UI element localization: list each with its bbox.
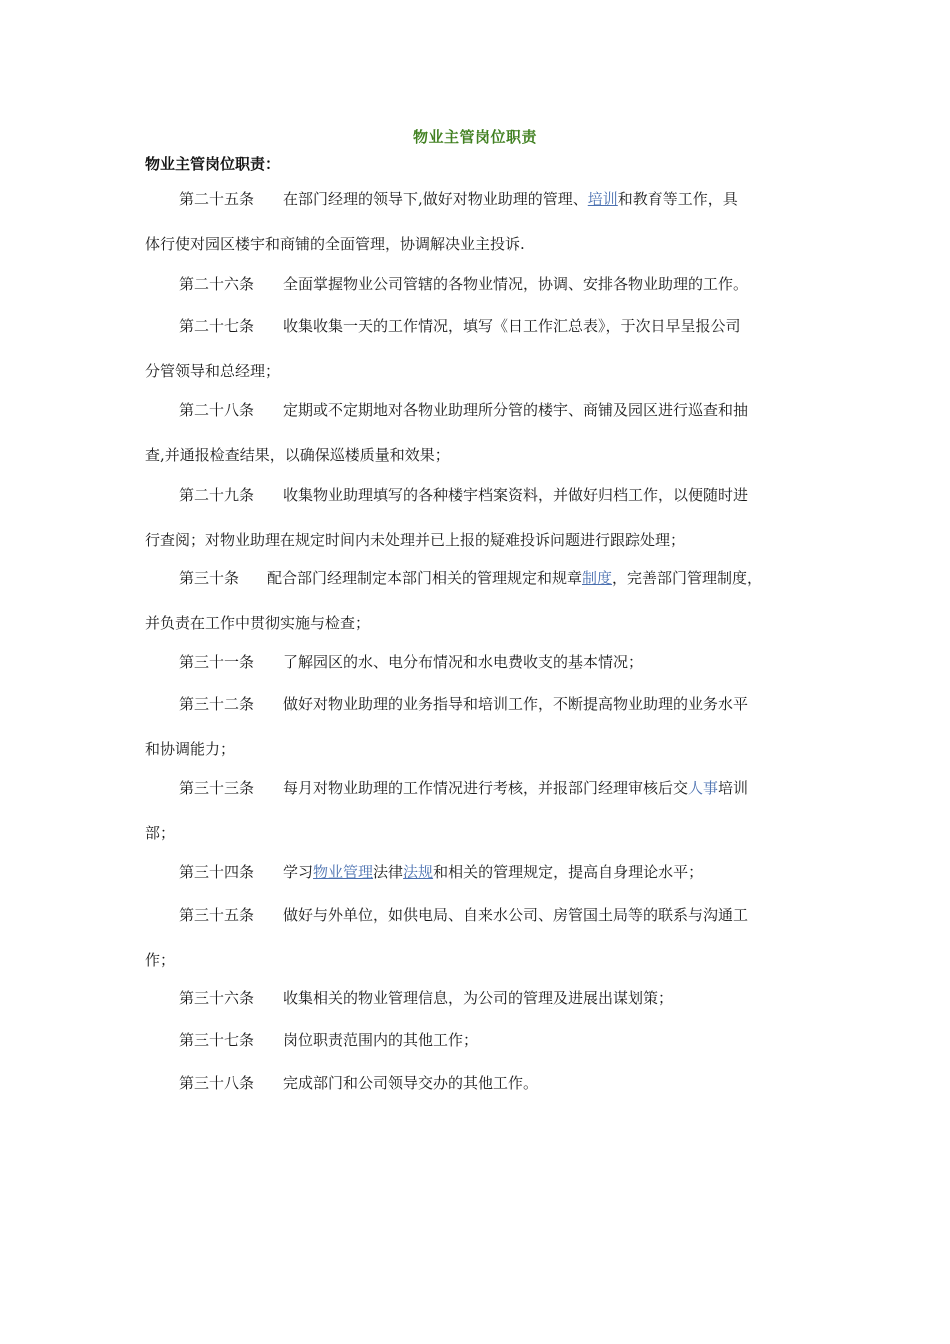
article-number: 第三十五条 [179,906,255,924]
article-text: 完成部门和公司领导交办的其他工作。 [283,1074,539,1092]
article-text: 和相关的管理规定，提高自身理论水平； [433,863,704,881]
article-34 [145,865,815,880]
article-text-line2: 体行使对园区楼宇和商铺的全面管理，协调解决业主投诉. [145,235,525,253]
article-number: 第二十六条 [179,275,255,293]
article-35 [145,908,815,968]
article-25 [145,192,815,252]
article-text-line2: 查,并通报检查结果，以确保巡楼质量和效果； [145,446,450,464]
article-31 [145,655,815,670]
article-36 [145,991,815,1006]
article-text: 全面掌握物业公司管辖的各物业情况，协调、安排各物业助理的工作。 [283,275,749,293]
article-number: 第三十七条 [179,1031,255,1049]
article-text: 岗位职责范围内的其他工作； [283,1031,479,1049]
article-27 [145,319,815,379]
article-text: 每月对物业助理的工作情况进行考核，并报部门经理审核后交 [283,779,689,797]
article-text: 做好与外单位，如供电局、自来水公司、房管国土局等的联系与沟通工 [283,906,749,924]
article-38 [145,1076,815,1091]
article-text: 收集物业助理填写的各种楼宇档案资料，并做好归档工作，以便随时进 [283,486,749,504]
hr-link[interactable]: 人事 [688,779,719,797]
article-number: 第二十五条 [179,190,255,208]
laws-link[interactable]: 法规 [403,863,434,881]
document-title: 物业主管岗位职责 [412,128,537,146]
article-number: 第三十六条 [179,989,255,1007]
article-number: 第三十八条 [179,1074,255,1092]
article-text-line2: 部； [145,824,176,842]
article-26 [145,277,815,292]
article-number: 第二十八条 [179,401,255,419]
section-heading: 物业主管岗位职责： [145,155,281,173]
article-text-line2: 和协调能力； [145,740,236,758]
article-text: 配合部门经理制定本部门相关的管理规定和规章 [267,569,583,587]
article-37 [145,1033,815,1048]
article-number: 第三十四条 [179,863,255,881]
article-33 [145,781,815,841]
article-text: 学习 [283,863,314,881]
article-text: ，完善部门管理制度， [612,569,763,587]
article-text-line2: 并负责在工作中贯彻实施与检查； [145,614,371,632]
article-number: 第三十三条 [179,779,255,797]
article-number: 第三十条 [179,569,240,587]
article-text-line2: 作； [145,951,176,969]
article-number: 第三十二条 [179,695,255,713]
article-30 [145,571,815,631]
article-29 [145,488,815,548]
article-28 [145,403,815,463]
article-number: 第二十九条 [179,486,255,504]
regulation-link[interactable]: 制度 [582,569,613,587]
article-text: 收集收集一天的工作情况，填写《日工作汇总表》，于次日早呈报公司 [283,317,741,335]
article-text: 在部门经理的领导下,做好对物业助理的管理、 [283,190,588,208]
article-text-line2: 分管领导和总经理； [145,362,281,380]
training-link[interactable]: 培训 [587,190,618,208]
article-text: 法律 [373,863,404,881]
article-text-line2: 行查阅；对物业助理在规定时间内未处理并已上报的疑难投诉问题进行跟踪处理； [145,531,686,549]
article-number: 第二十七条 [179,317,255,335]
article-text: 了解园区的水、电分布情况和水电费收支的基本情况； [283,653,644,671]
article-text: 定期或不定期地对各物业助理所分管的楼宇、商铺及园区进行巡查和抽 [283,401,749,419]
property-management-link[interactable]: 物业管理 [313,863,374,881]
article-text: 和教育等工作，具 [617,190,738,208]
article-32 [145,697,815,757]
article-text: 培训 [718,779,749,797]
article-text: 收集相关的物业管理信息，为公司的管理及进展出谋划策； [283,989,674,1007]
article-number: 第三十一条 [179,653,255,671]
article-text: 做好对物业助理的业务指导和培训工作，不断提高物业助理的业务水平 [283,695,749,713]
